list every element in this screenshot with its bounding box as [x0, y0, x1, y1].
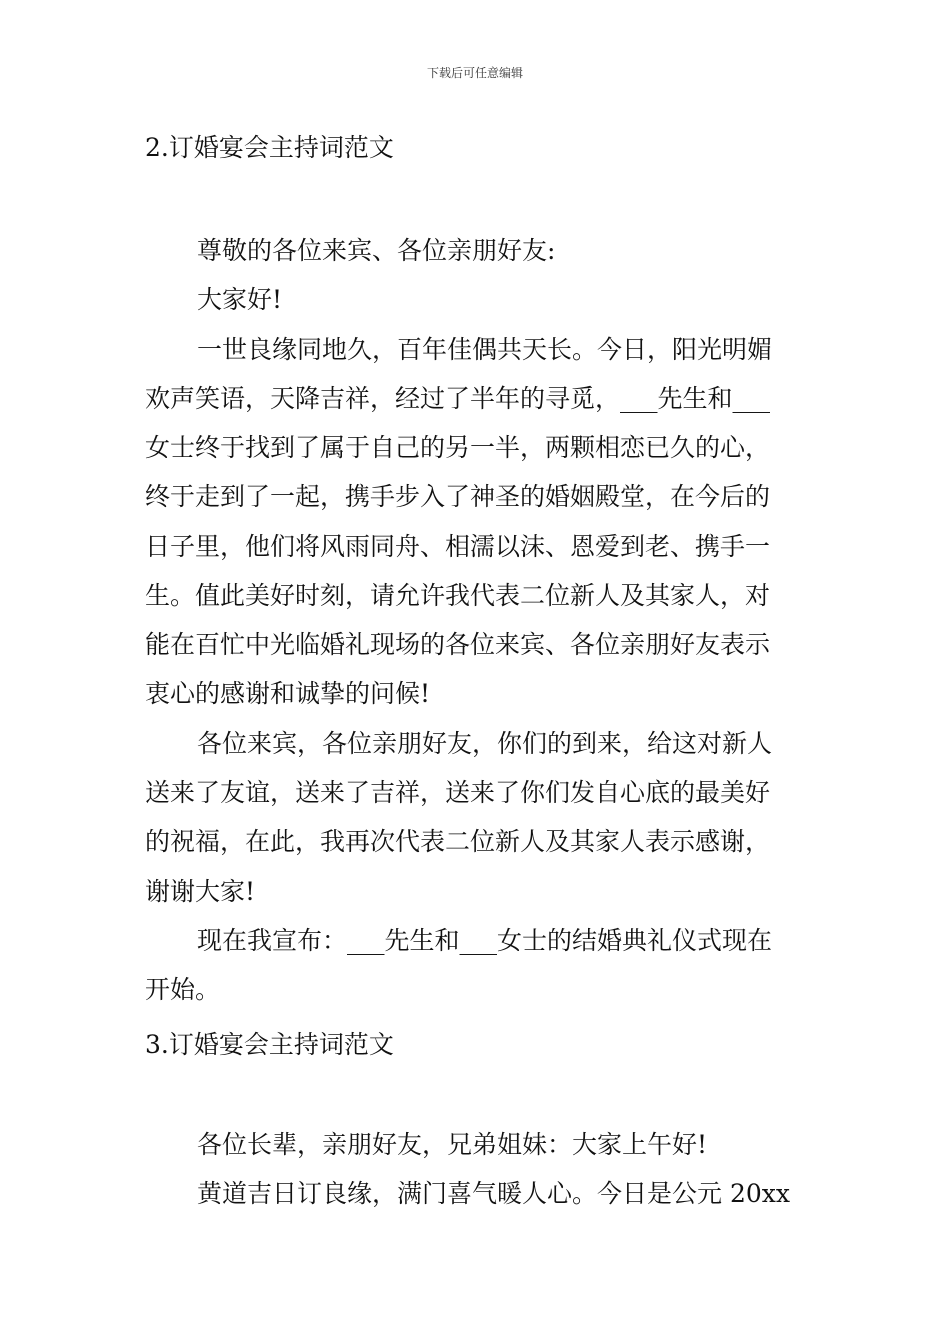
paragraph-line: 的祝福，在此，我再次代表二位新人及其家人表示感谢， [145, 827, 771, 856]
paragraph-line: 一世良缘同地久，百年佳偶共天长。今日，阳光明媚 [197, 335, 773, 364]
section-3-heading: 3.订婚宴会主持词范文 [145, 1030, 394, 1059]
greeting-line: 大家好! [197, 285, 283, 314]
paragraph-line: 能在百忙中光临婚礼现场的各位来宾、各位亲朋好友表示 [145, 630, 771, 659]
paragraph-line: 黄道吉日订良缘，满门喜气暖人心。今日是公元 20xx [197, 1179, 790, 1208]
paragraph-line: 衷心的感谢和诚挚的问候! [145, 679, 431, 708]
page-header-note: 下载后可任意编辑 [426, 66, 523, 80]
greeting-line: 尊敬的各位来宾、各位亲朋好友: [197, 236, 556, 265]
paragraph-line: 女士终于找到了属于自己的另一半，两颗相恋已久的心， [145, 433, 771, 462]
paragraph-line: 开始。 [145, 975, 221, 1004]
paragraph-line: 终于走到了一起，携手步入了神圣的婚姻殿堂，在今后的 [145, 482, 771, 511]
paragraph-line: 送来了友谊，送来了吉祥，送来了你们发自心底的最美好 [145, 778, 771, 807]
paragraph-line: 欢声笑语，天降吉祥，经过了半年的寻觅，___先生和___ [145, 384, 771, 413]
greeting-line: 各位长辈，亲朋好友，兄弟姐妹：大家上午好! [197, 1130, 708, 1159]
paragraph-line: 生。值此美好时刻，请允许我代表二位新人及其家人，对 [145, 581, 771, 610]
paragraph-line: 各位来宾，各位亲朋好友，你们的到来，给这对新人 [197, 729, 773, 758]
paragraph-line: 日子里，他们将风雨同舟、相濡以沫、恩爱到老、携手一 [145, 532, 771, 561]
paragraph-line: 现在我宣布：___先生和___女士的结婚典礼仪式现在 [197, 926, 773, 955]
paragraph-line: 谢谢大家! [145, 877, 256, 906]
section-2-heading: 2.订婚宴会主持词范文 [145, 133, 394, 162]
